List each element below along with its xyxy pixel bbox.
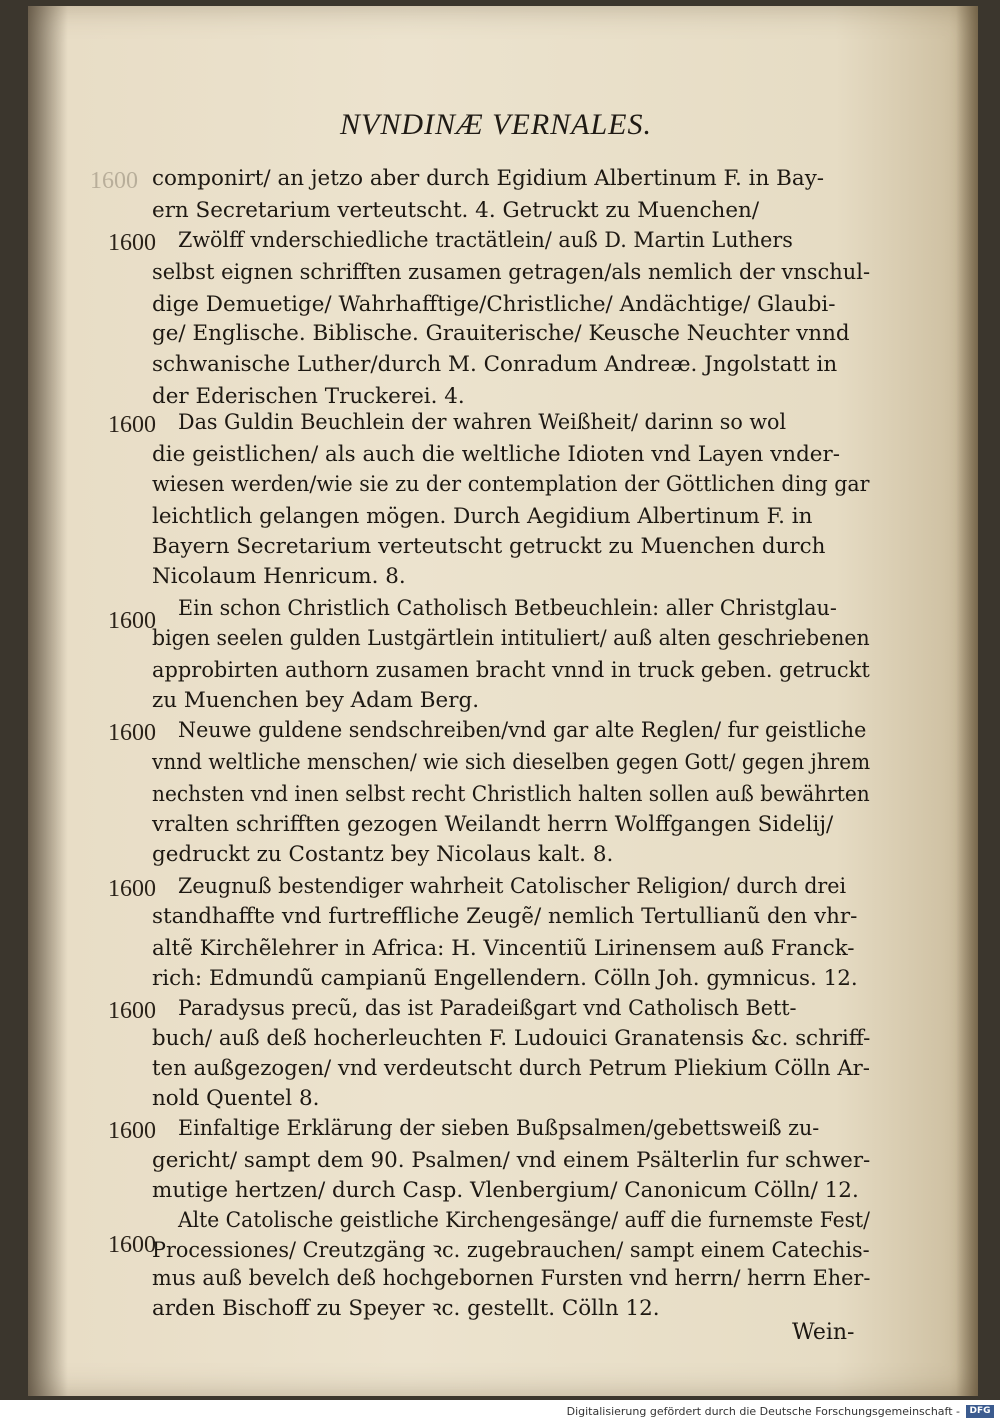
- running-head: NVNDINÆ VERNALES.: [340, 108, 653, 141]
- dfg-logo: DFG: [966, 1405, 994, 1418]
- footer-bar: [0, 1400, 1000, 1425]
- text-line: arden Bischoff zu Speyer ꝛc. gestellt. Cölln 12.: [152, 1296, 660, 1321]
- text-line: Alte Catolische geistliche Kirchengesänge/ auff die furnemste Fest/: [178, 1208, 870, 1233]
- text-line: der Ederischen Truckerei. 4.: [152, 384, 465, 409]
- year-marker: 1600: [108, 998, 156, 1024]
- text-line: Paradysus precũ, das ist Paradeißgart vnd Catholisch Bett-: [178, 996, 797, 1021]
- text-line: ern Secretarium verteutscht. 4. Getruckt zu Muenchen/: [152, 198, 760, 223]
- text-line: leichtlich gelangen mögen. Durch Aegidium Albertinum F. in: [152, 504, 813, 529]
- text-line: die geistlichen/ als auch die weltliche Idioten vnd Layen vnder-: [152, 442, 840, 467]
- text-line: ten außgezogen/ vnd verdeutscht durch Petrum Pliekium Cölln Ar-: [152, 1056, 870, 1081]
- year-marker: 1600: [108, 1232, 156, 1258]
- spine-shadow: [28, 6, 68, 1396]
- text-line: gedruckt zu Costantz bey Nicolaus kalt. 8.: [152, 842, 614, 867]
- text-line: mutige hertzen/ durch Casp. Vlenbergium/ Canonicum Cölln/ 12.: [152, 1178, 859, 1203]
- catchword: Wein-: [792, 1320, 855, 1345]
- text-line: ge/ Englische. Biblische. Grauiterische/ Keusche Neuchter vnnd: [152, 321, 850, 346]
- funding-credit: Digitalisierung gefördert durch die Deutsche Forschungsgemeinschaft -: [566, 1405, 960, 1418]
- text-line: vralten schrifften gezogen Weilandt herrn Wolffgangen Sidelij/: [152, 812, 834, 837]
- year-marker: 1600: [108, 412, 156, 438]
- text-line: dige Demuetige/ Wahrhafftige/Christliche/ Andächtige/ Glaubi-: [152, 292, 836, 317]
- text-line: Zwölff vnderschiedliche tractätlein/ auß D. Martin Luthers: [178, 228, 793, 253]
- text-line: rich: Edmundũ campianũ Engellendern. Cölln Joh. gymnicus. 12.: [152, 966, 858, 991]
- text-line: mus auß bevelch deß hochgebornen Fursten vnd herrn/ herrn Eher-: [152, 1266, 871, 1291]
- text-line: Neuwe guldene sendschreiben/vnd gar alte Reglen/ fur geistliche: [178, 718, 867, 743]
- year-marker: 1600: [108, 608, 156, 634]
- text-line: bigen seelen gulden Lustgärtlein intituliert/ auß alten geschriebenen: [152, 626, 870, 651]
- year-marker: 1600: [108, 876, 156, 902]
- text-line: nold Quentel 8.: [152, 1086, 320, 1111]
- text-line: Das Guldin Beuchlein der wahren Weißheit/ darinn so wol: [178, 410, 787, 435]
- text-line: componirt/ an jetzo aber durch Egidium Albertinum F. in Bay-: [152, 166, 825, 191]
- text-line: Zeugnuß bestendiger wahrheit Catolischer Religion/ durch drei: [178, 874, 847, 899]
- text-line: Nicolaum Henricum. 8.: [152, 564, 406, 589]
- text-line: Ein schon Christlich Catholisch Betbeuchlein: aller Christglau-: [178, 596, 837, 621]
- text-line: selbst eignen schrifften zusamen getragen/als nemlich der vnschul-: [152, 260, 871, 285]
- text-line: gericht/ sampt dem 90. Psalmen/ vnd einem Psälterlin fur schwer-: [152, 1148, 871, 1173]
- ghost-year-bleedthrough: 1600: [90, 168, 138, 194]
- text-line: schwanische Luther/durch M. Conradum Andreæ. Jngolstatt in: [152, 352, 838, 377]
- text-line: altẽ Kirchẽlehrer in Africa: H. Vincentiũ Lirinensem auß Franck-: [152, 936, 855, 961]
- text-line: nechsten vnd inen selbst recht Christlich halten sollen auß bewährten: [152, 782, 870, 807]
- text-line: approbirten authorn zusamen bracht vnnd in truck geben. getruckt: [152, 658, 870, 683]
- year-marker: 1600: [108, 1118, 156, 1144]
- text-line: vnnd weltliche menschen/ wie sich dieselben gegen Gott/ gegen jhrem: [152, 750, 871, 775]
- year-marker: 1600: [108, 720, 156, 746]
- text-line: Processiones/ Creutzgäng ꝛc. zugebrauchen/ sampt einem Catechis-: [152, 1238, 870, 1263]
- text-line: wiesen werden/wie sie zu der contemplation der Göttlichen ding gar: [152, 472, 870, 497]
- year-marker: 1600: [108, 230, 156, 256]
- text-line: standhaffte vnd furtreffliche Zeugẽ/ nemlich Tertullianũ den vhr-: [152, 904, 858, 929]
- text-line: zu Muenchen bey Adam Berg.: [152, 688, 480, 713]
- text-line: Einfaltige Erklärung der sieben Bußpsalmen/gebettsweiß zu-: [178, 1116, 820, 1141]
- text-line: buch/ auß deß hocherleuchten F. Ludouici Granatensis &c. schriff-: [152, 1026, 871, 1051]
- page-edge-shadow: [956, 6, 978, 1396]
- text-line: Bayern Secretarium verteutscht getruckt zu Muenchen durch: [152, 534, 826, 559]
